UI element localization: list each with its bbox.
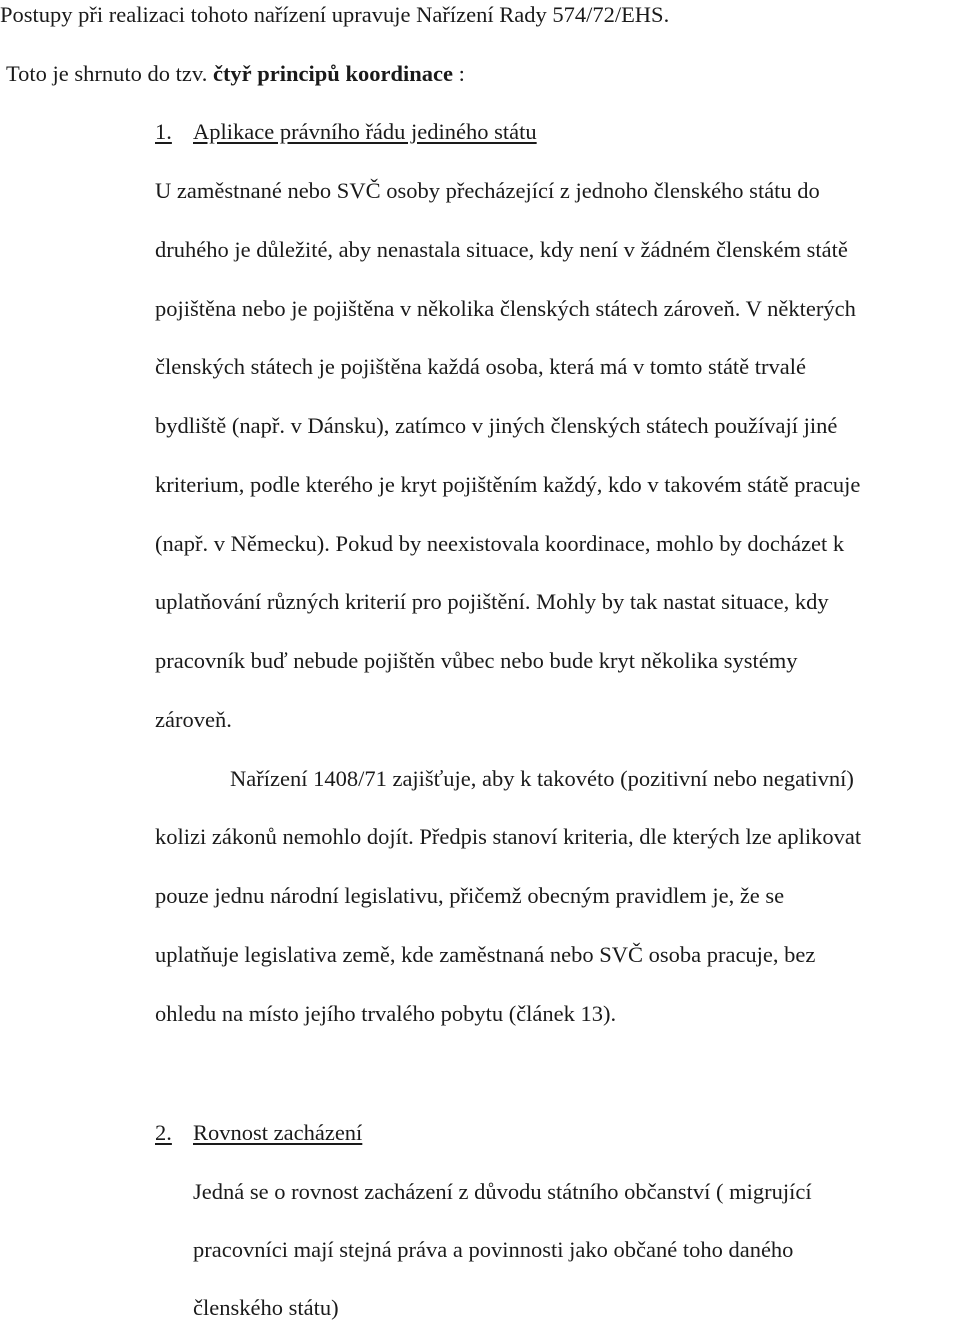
principle-2-title: Rovnost zacházení bbox=[193, 1120, 363, 1145]
principle-1-title: Aplikace právního řádu jediného státu bbox=[193, 119, 537, 144]
intro-line-2-prefix: Toto je shrnuto do tzv. bbox=[6, 61, 213, 86]
principle-1-para-1-line: (např. v Německu). Pokud by neexistovala koordinace, mohlo by docházet k bbox=[155, 531, 845, 556]
principle-1-para-1-line: bydliště (např. v Dánsku), zatímco v jiných členských státech používají jiné bbox=[155, 413, 838, 438]
principle-2-number: 2. bbox=[155, 1120, 172, 1145]
principle-1-para-1-line: zároveň. bbox=[155, 707, 232, 732]
principle-1-para-1-line: pracovník buď nebude pojištěn vůbec nebo bude kryt několika systémy bbox=[155, 648, 798, 673]
intro-line-2-suffix: : bbox=[452, 61, 465, 86]
four-principles-bold: čtyř principů koordinace bbox=[212, 61, 453, 86]
principle-2-para-line: členského státu) bbox=[193, 1295, 339, 1320]
principle-1-para-1-line: uplatňování různých kriterií pro pojištění. Mohly by tak nastat situace, kdy bbox=[155, 589, 829, 614]
principle-1-para-2-line: Nařízení 1408/71 zajišťuje, aby k takovéto (pozitivní nebo negativní) bbox=[230, 766, 854, 791]
principle-1-para-1-line: členských státech je pojištěna každá osoba, která má v tomto státě trvalé bbox=[155, 354, 807, 379]
principle-1-para-1-line: U zaměstnané nebo SVČ osoby přecházející z jednoho členského státu do bbox=[155, 178, 820, 203]
principle-1-para-1-line: druhého je důležité, aby nenastala situace, kdy není v žádném členském státě bbox=[155, 237, 848, 262]
principle-1-para-2-line: ohledu na místo jejího trvalého pobytu (článek 13). bbox=[155, 1001, 617, 1026]
principle-1-para-2-line: kolizi zákonů nemohlo dojít. Předpis stanoví kriteria, dle kterých lze aplikovat bbox=[155, 824, 862, 849]
principle-1-para-1-line: pojištěna nebo je pojištěna v několika členských státech zároveň. V některých bbox=[155, 296, 856, 321]
intro-line-2 bbox=[6, 60, 465, 88]
principle-1-number: 1. bbox=[155, 119, 172, 144]
principle-1-para-1-line: kriterium, podle kterého je kryt pojištěním každý, kdo v takovém státě pracuje bbox=[155, 472, 861, 497]
principle-2-para-line: Jedná se o rovnost zacházení z důvodu státního občanství ( migrující bbox=[193, 1179, 812, 1204]
principle-2-para-line: pracovníci mají stejná práva a povinnosti jako občané toho daného bbox=[193, 1237, 794, 1262]
principle-1-para-2-line: uplatňuje legislativa země, kde zaměstnaná nebo SVČ osoba pracuje, bez bbox=[155, 942, 816, 967]
intro-line-1: Postupy při realizaci tohoto nařízení upravuje Nařízení Rady 574/72/EHS. bbox=[0, 2, 670, 27]
principle-1-para-2-line: pouze jednu národní legislativu, přičemž obecným pravidlem je, že se bbox=[155, 883, 785, 908]
